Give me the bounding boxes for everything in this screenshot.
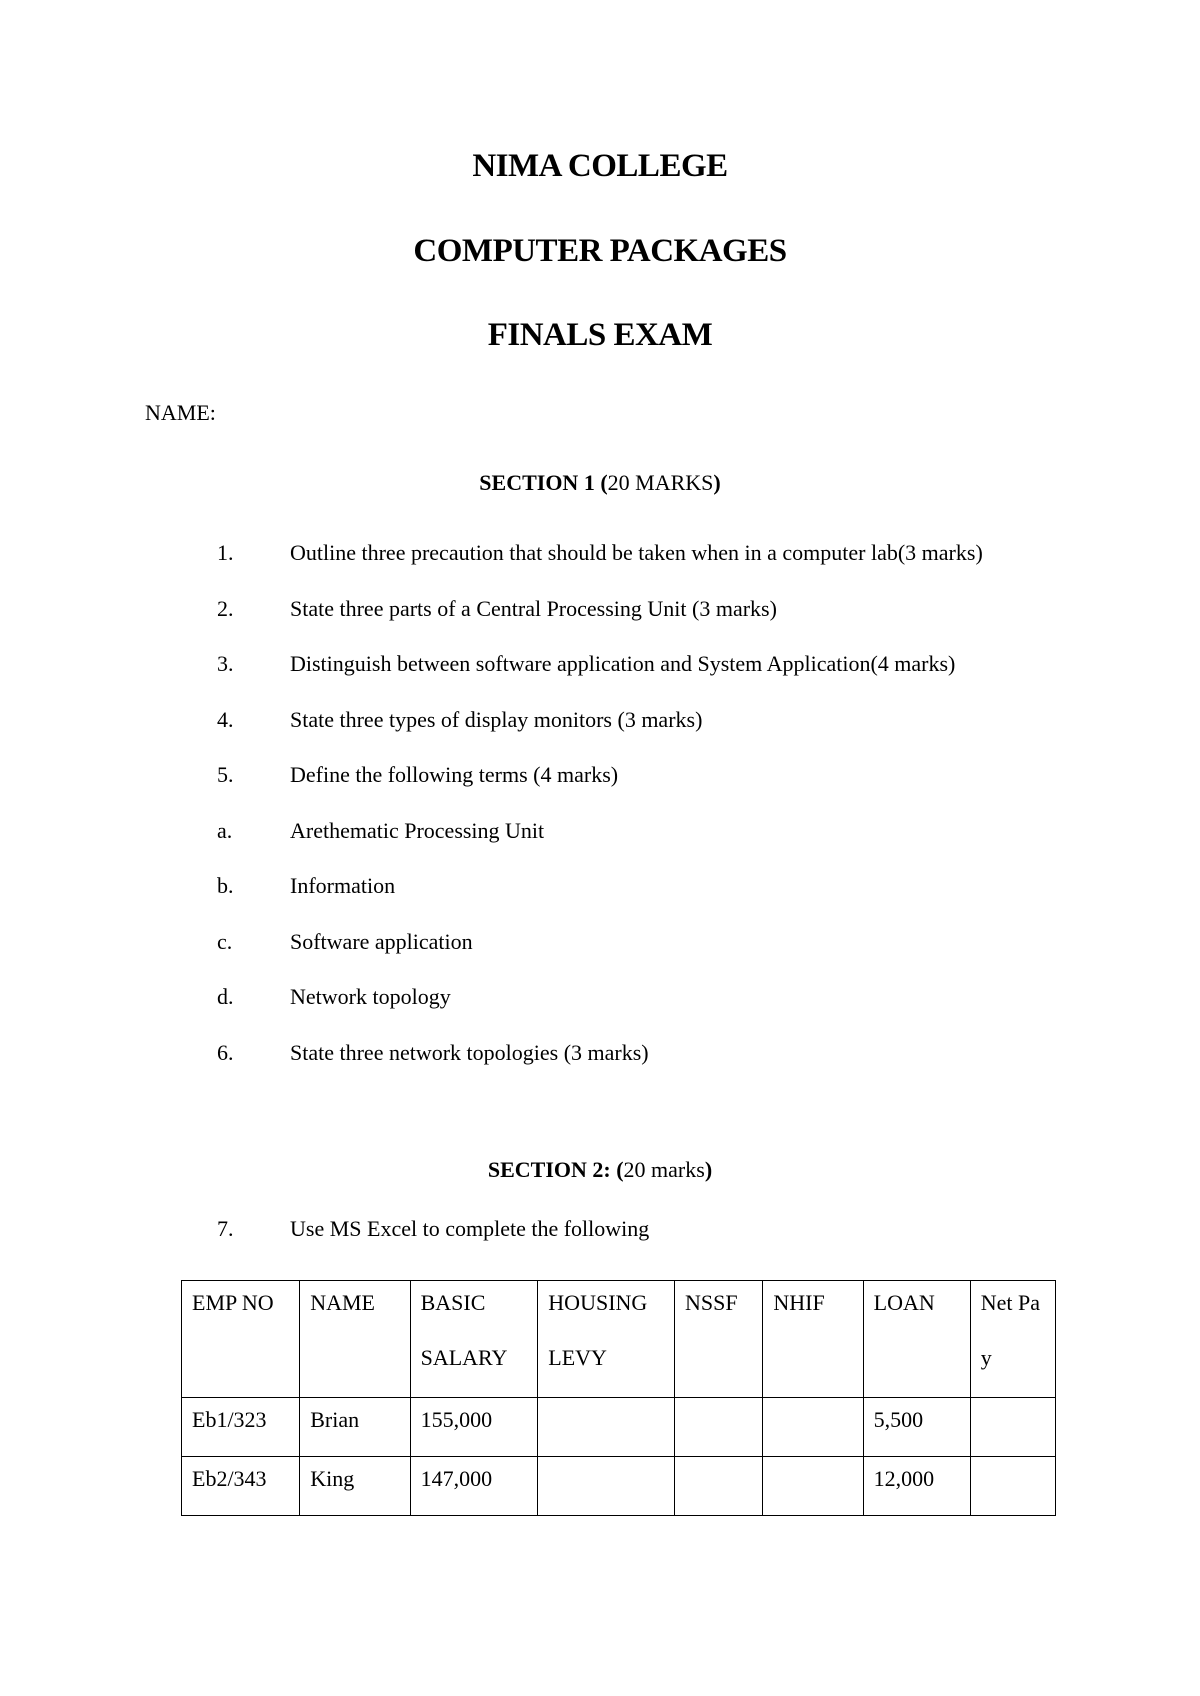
- question-number: 2.: [217, 595, 234, 621]
- table-cell: [674, 1398, 762, 1457]
- question-text: Information: [290, 873, 396, 898]
- table-cell: King: [300, 1457, 410, 1516]
- column-header: [538, 1281, 675, 1398]
- section-1-heading-prefix: SECTION 1 (: [479, 470, 608, 495]
- section-1-heading: [0, 470, 1200, 496]
- name-label: NAME:: [145, 400, 216, 425]
- column-header-line1: HOUSING: [548, 1290, 648, 1315]
- question-text: Network topology: [290, 984, 451, 1009]
- column-header: [763, 1281, 863, 1398]
- table-body: [182, 1398, 1056, 1516]
- table-row: [182, 1398, 1056, 1457]
- section-2-heading-marks: 20 marks: [623, 1157, 705, 1182]
- section-1-heading-suffix: ): [713, 470, 721, 495]
- table-cell: 5,500: [863, 1398, 970, 1457]
- column-header-line2: LEVY: [548, 1345, 607, 1370]
- table-header-row: [182, 1281, 1056, 1398]
- section-2-heading: [0, 1157, 1200, 1183]
- table-cell: Brian: [300, 1398, 410, 1457]
- payroll-table: [181, 1280, 1056, 1516]
- column-header-line1: Net Pa: [980, 1290, 1040, 1315]
- course-title: COMPUTER PACKAGES: [413, 233, 787, 269]
- column-header: [863, 1281, 970, 1398]
- college-title: NIMA COLLEGE: [472, 148, 728, 184]
- column-header: [410, 1281, 538, 1398]
- column-header-line1: NHIF: [773, 1290, 825, 1315]
- question-text: Distinguish between software application and System Application(4 marks): [290, 651, 956, 676]
- table-cell: [538, 1398, 675, 1457]
- table-row: [182, 1457, 1056, 1516]
- question-number: 6.: [217, 1039, 234, 1065]
- question-number: 7.: [217, 1216, 234, 1241]
- question-text: State three network topologies (3 marks): [290, 1039, 649, 1065]
- section-2-heading-prefix: SECTION 2: (: [487, 1157, 624, 1182]
- table-cell: 12,000: [863, 1457, 970, 1516]
- question-number: 1.: [217, 540, 234, 565]
- question-text: Define the following terms (4 marks): [290, 762, 619, 787]
- question-number: c.: [217, 928, 233, 954]
- column-header-line2: SALARY: [420, 1345, 508, 1370]
- column-header: [300, 1281, 410, 1398]
- table-cell: [970, 1398, 1055, 1457]
- question-number: b.: [217, 873, 234, 898]
- table-cell: Eb1/323: [182, 1398, 300, 1457]
- question-text: Outline three precaution that should be taken when in a computer lab(3 marks): [290, 540, 983, 565]
- exam-title: FINALS EXAM: [487, 317, 713, 353]
- table-cell: [538, 1457, 675, 1516]
- question-number: d.: [217, 984, 234, 1009]
- question-text: State three types of display monitors (3 marks): [290, 706, 703, 732]
- column-header-line1: NAME: [310, 1290, 375, 1315]
- section-2-heading-suffix: ): [704, 1157, 713, 1182]
- column-header-line1: BASIC: [420, 1290, 486, 1315]
- table-cell: [763, 1398, 863, 1457]
- column-header-line2: y: [980, 1345, 992, 1370]
- question-number: 4.: [217, 706, 234, 732]
- table-cell: Eb2/343: [182, 1457, 300, 1516]
- question-number: 5.: [217, 762, 234, 787]
- question-text: Software application: [290, 928, 473, 954]
- column-header-line1: LOAN: [873, 1290, 935, 1315]
- column-header: [182, 1281, 300, 1398]
- question-text: State three parts of a Central Processing Unit (3 marks): [290, 595, 777, 621]
- question-text: Use MS Excel to complete the following: [290, 1216, 650, 1241]
- question-number: a.: [217, 817, 233, 843]
- column-header: [674, 1281, 762, 1398]
- question-number: 3.: [217, 651, 234, 676]
- question-text: Arethematic Processing Unit: [290, 817, 545, 843]
- table-cell: [763, 1457, 863, 1516]
- column-header: [970, 1281, 1055, 1398]
- section-1-heading-marks: 20 MARKS: [607, 470, 714, 495]
- column-header-line1: EMP NO: [192, 1290, 274, 1315]
- table-cell: [970, 1457, 1055, 1516]
- table-cell: 147,000: [410, 1457, 538, 1516]
- table-cell: [674, 1457, 762, 1516]
- table-cell: 155,000: [410, 1398, 538, 1457]
- column-header-line1: NSSF: [684, 1290, 738, 1315]
